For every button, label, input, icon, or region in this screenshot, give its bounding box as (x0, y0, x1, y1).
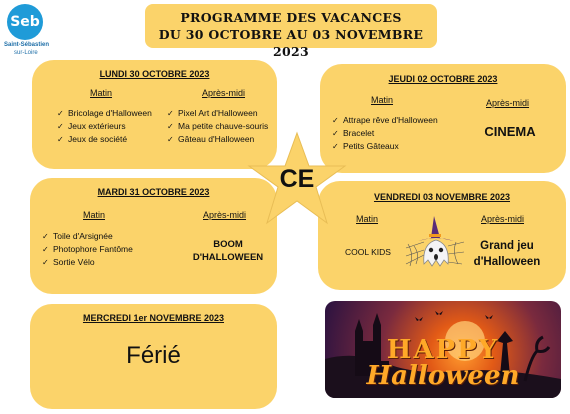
mardi-apres-line2: D'HALLOWEEN (192, 252, 264, 263)
page-title (145, 4, 437, 59)
list-item: ✓ Attrape rêve d'Halloween (332, 114, 438, 127)
banner-line2: Halloween (366, 361, 520, 391)
logo-city-line1: Saint-Sébastien (4, 42, 50, 48)
title-line1: PROGRAMME DES VACANCES (180, 10, 402, 25)
mardi-apres-line1: BOOM (213, 239, 243, 250)
list-item: ✓ Jeux extérieurs (57, 120, 152, 133)
list-item: ✓ Toile d'Arsignée (42, 230, 133, 243)
vendredi-apres-label: Après-midi (481, 214, 525, 224)
card-jeudi (320, 64, 566, 173)
ghost-witch-icon (404, 214, 466, 274)
lundi-matin-list (57, 107, 152, 147)
list-item: ✓ Sortie Vélo (42, 256, 133, 269)
list-item: ✓ Pixel Art d'Halloween (167, 107, 268, 120)
list-item: ✓ Petits Gâteaux (332, 140, 438, 153)
happy-halloween-banner (325, 301, 561, 398)
logo (4, 4, 50, 62)
list-item: ✓ Bricolage d'Halloween (57, 107, 152, 120)
jeudi-apres-text: CINEMA (484, 124, 536, 139)
vendredi-matin-text: COOL KIDS (345, 247, 391, 257)
mardi-matin-label: Matin (83, 210, 106, 220)
card-mercredi (30, 304, 277, 409)
mercredi-text: Férié (126, 342, 181, 369)
list-item: ✓ Ma petite chauve-souris (167, 120, 268, 133)
lundi-apres-label: Après-midi (202, 88, 246, 98)
ce-star (247, 131, 347, 231)
list-item: ✓ Gâteau d'Halloween (167, 133, 268, 146)
card-lundi-title: LUNDI 30 OCTOBRE 2023 (99, 69, 210, 79)
mardi-matin-list (42, 230, 133, 270)
list-item: ✓ Jeux de société (57, 133, 152, 146)
center-label: CE (279, 165, 315, 193)
list-item: ✓ Bracelet (332, 127, 438, 140)
card-jeudi-title: JEUDI 02 OCTOBRE 2023 (388, 74, 498, 84)
lundi-matin-label: Matin (90, 88, 113, 98)
card-vendredi-title: VENDREDI 03 NOVEMBRE 2023 (373, 192, 511, 202)
logo-mark: Seb (7, 4, 43, 40)
list-item: ✓ Photophore Fantôme (42, 243, 133, 256)
vendredi-apres-line2: d'Halloween (473, 256, 541, 268)
vendredi-apres-line1: Grand jeu (480, 240, 534, 252)
jeudi-matin-list (332, 114, 438, 154)
banner-line1: HAPPY (386, 335, 500, 365)
card-mercredi-title: MERCREDI 1er NOVEMBRE 2023 (82, 313, 225, 323)
vendredi-matin-label: Matin (356, 214, 379, 224)
jeudi-apres-label: Après-midi (486, 98, 530, 108)
logo-city-line2: sur-Loire (14, 50, 38, 56)
card-lundi (32, 60, 277, 169)
vendredi-apres-text (466, 238, 548, 270)
jeudi-matin-label: Matin (371, 95, 394, 105)
card-mardi (30, 178, 277, 294)
title-line2: DU 30 OCTOBRE AU 03 NOVEMBRE 2023 (158, 27, 424, 59)
card-mardi-title: MARDI 31 OCTOBRE 2023 (97, 187, 210, 197)
mardi-apres-text (188, 238, 268, 264)
card-vendredi (318, 181, 566, 290)
mardi-apres-label: Après-midi (203, 210, 247, 220)
